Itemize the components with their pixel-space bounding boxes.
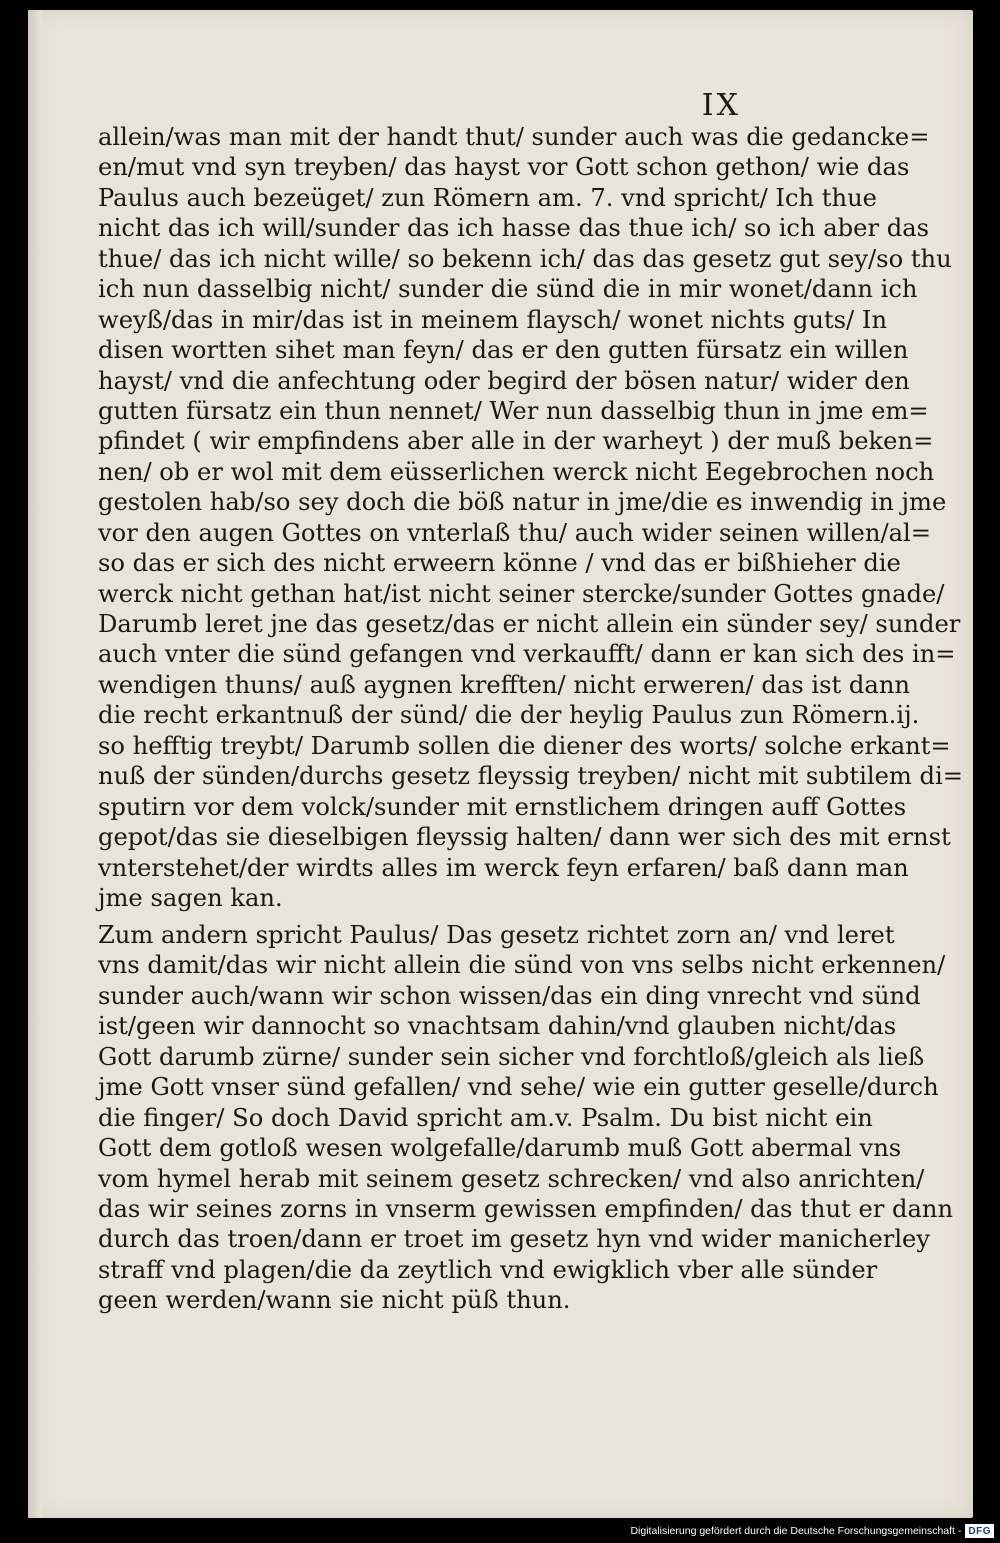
- text-line: Darumb leret jne das gesetz/das er nicht allein ein sünder sey/ sunder: [98, 610, 961, 638]
- dfg-logo-icon: DFG: [965, 1524, 994, 1538]
- scanned-page: [28, 10, 973, 1518]
- text-line: straff vnd plagen/die da zeytlich vnd ewigklich vber alle sünder: [98, 1255, 878, 1284]
- text-line: thue/ das ich nicht wille/ so bekenn ich/ das das gesetz gut sey/so thu: [98, 244, 952, 273]
- text-line: durch das troen/dann er troet im gesetz hyn vnd wider manicherley: [98, 1225, 931, 1254]
- text-line: jme sagen kan.: [98, 883, 283, 912]
- text-line: nen/ ob er wol mit dem eüsserlichen werck nicht Eegebrochen noch: [98, 457, 935, 486]
- text-line: disen wortten sihet man feyn/ das er den gutten fürsatz ein willen: [98, 336, 909, 365]
- text-line: hayst/ vnd die anfechtung oder begird der bösen natur/ wider den: [98, 366, 910, 395]
- text-line: weyß/das in mir/das ist in meinem flaysch/ wonet nichts guts/ In: [98, 305, 888, 334]
- folio-number: IX: [701, 88, 741, 123]
- text-line: die recht erkantnuß der sünd/ die der heylig Paulus zun Römern.ij.: [98, 701, 920, 730]
- text-line: en/mut vnd syn treyben/ das hayst vor Gott schon gethon/ wie das: [98, 153, 910, 182]
- text-line: Gott darumb zürne/ sunder sein sicher vnd forchtloß/gleich als ließ: [98, 1042, 925, 1071]
- paragraph-2: [98, 920, 954, 1316]
- text-line: ich nun dasselbig nicht/ sunder die sünd die in mir wonet/dann ich: [98, 275, 918, 304]
- text-line: vor den augen Gottes on vnterlaß thu/ auch wider seinen willen/al=: [98, 518, 932, 547]
- text-line: das wir seines zorns in vnserm gewissen empfinden/ das thut er dann: [98, 1194, 954, 1223]
- text-line: nicht das ich will/sunder das ich hasse das thue ich/ so ich aber das: [98, 214, 930, 243]
- paragraph-1: [98, 122, 963, 913]
- digitization-credit: [630, 1522, 994, 1540]
- text-line: werck nicht gethan hat/ist nicht seiner stercke/sunder Gottes gnade/: [98, 579, 945, 608]
- text-line: nuß der sünden/durchs gesetz fleyssig treyben/ nicht mit subtilem di=: [98, 762, 963, 791]
- text-line: wendigen thuns/ auß aygnen krefften/ nicht erweren/ das ist dann: [98, 670, 910, 699]
- text-line: Zum andern spricht Paulus/ Das gesetz richtet zorn an/ vnd leret: [98, 921, 895, 949]
- funding-notice: Digitalisierung gefördert durch die Deutsche Forschungsgemeinschaft -: [630, 1525, 962, 1537]
- text-line: pfindet ( wir empfindens aber alle in der warheyt ) der muß beken=: [98, 427, 934, 456]
- text-line: Paulus auch bezeüget/ zun Römern am. 7. vnd spricht/ Ich thue: [98, 183, 877, 212]
- text-line: vns damit/das wir nicht allein die sünd von vns selbs nicht erkennen/: [98, 951, 946, 980]
- text-line: vom hymel herab mit seinem gesetz schrecken/ vnd also anrichten/: [98, 1164, 925, 1193]
- text-line: ist/geen wir dannocht so vnachtsam dahin/vnd glauben nicht/das: [98, 1012, 897, 1041]
- text-line: geen werden/wann sie nicht püß thun.: [98, 1286, 571, 1315]
- text-line: die finger/ So doch David spricht am.v. Psalm. Du bist nicht ein: [98, 1103, 873, 1132]
- text-line: gepot/das sie dieselbigen fleyssig halten/ dann wer sich des mit ernst: [98, 823, 951, 852]
- text-line: so das er sich des nicht erweern könne / vnd das er bißhieher die: [98, 549, 901, 578]
- text-line: auch vnter die sünd gefangen vnd verkaufft/ dann er kan sich des in=: [98, 640, 956, 669]
- text-line: allein/was man mit der handt thut/ sunder auch was die gedancke=: [98, 123, 930, 151]
- text-line: sunder auch/wann wir schon wissen/das ein ding vnrecht vnd sünd: [98, 981, 921, 1010]
- text-line: gutten fürsatz ein thun nennet/ Wer nun dasselbig thun in jme em=: [98, 396, 929, 425]
- text-line: Gott dem gotloß wesen wolgefalle/darumb muß Gott abermal vns: [98, 1134, 902, 1163]
- text-line: jme Gott vnser sünd gefallen/ vnd sehe/ wie ein gutter geselle/durch: [98, 1073, 939, 1102]
- text-line: vnterstehet/der wirdts alles im werck feyn erfaren/ baß dann man: [98, 853, 909, 882]
- text-line: so hefftig treybt/ Darumb sollen die diener des worts/ solche erkant=: [98, 731, 951, 760]
- text-line: sputirn vor dem volck/sunder mit ernstlichem dringen auff Gottes: [98, 792, 907, 821]
- text-block: [98, 122, 963, 1315]
- page-binding-edge: [28, 10, 42, 1518]
- text-line: gestolen hab/so sey doch die böß natur in jme/die es inwendig in jme: [98, 488, 947, 517]
